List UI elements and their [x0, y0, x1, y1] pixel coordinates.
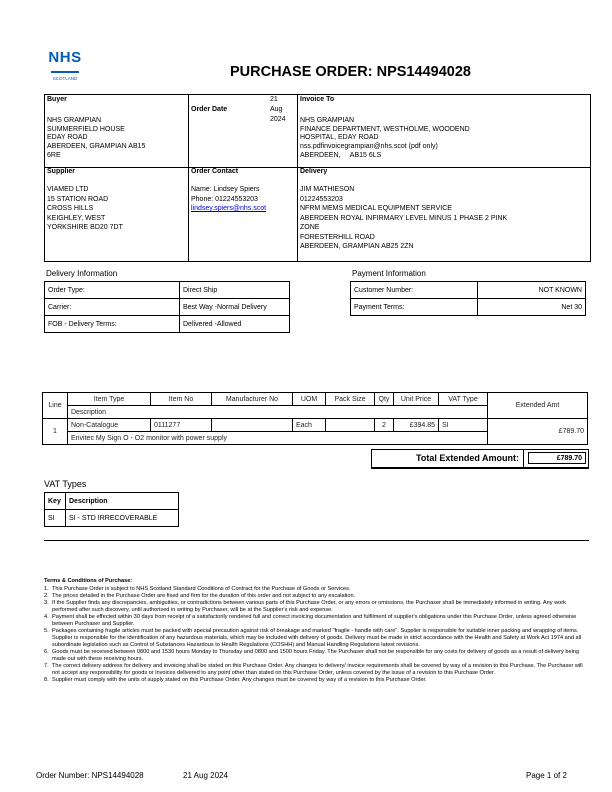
delivery-line: ZONE [300, 224, 320, 231]
order-date-day: 21 [270, 96, 278, 103]
terms-item: 7. The correct delivery address for delivery and invoicing shall be stated on this Purchase Order. Any changes to delivery/ invoice requirements shall be covered by way of a revision to this Purchase. The Purchaser will not accept any responsibility for goods or invoices delivered to any point other than stated on this Purchase Order, unless covered by the issue of a revision to this Purchase Order. [44, 663, 583, 676]
col-pack-size: Pack Size [326, 393, 375, 406]
cell-extended-amt: £789.70 [488, 419, 588, 445]
payment-info-key: Customer Number: [351, 282, 478, 299]
vat-types-table [44, 492, 179, 527]
col-item-type: Item Type [68, 393, 151, 406]
nhs-scotland-logo [40, 50, 90, 81]
table-row [45, 316, 290, 333]
delivery-info-table [44, 281, 290, 333]
contact-email-link[interactable]: lindsey.spiers@nhs.scot [191, 205, 267, 212]
terms-item: 8. Supplier must comply with the units of supply stated on this Purchase Order. Any changes must be covered by way of a revision to this Purchase Order. [44, 677, 427, 683]
buyer-line: EDAY ROAD [47, 134, 88, 142]
col-vat-type: VAT Type [439, 393, 488, 406]
logo-subtitle: SCOTLAND [52, 76, 78, 81]
order-contact-label: Order Contact [191, 168, 239, 175]
buyer-label: Buyer [47, 96, 67, 103]
invoice-line: ABERDEEN, AB15 6LS [300, 151, 382, 159]
terms-and-conditions [44, 578, 584, 684]
col-extended-amt: Extended Amt [488, 393, 588, 419]
payment-info-key: Payment Terms: [351, 299, 478, 316]
col-qty: Qty [375, 393, 394, 406]
buyer-line: 6RE [47, 151, 61, 159]
terms-item: 2. The prices detailed in the Purchase Order are fixed and firm for the duration of this order and not subject to any escalation. [44, 593, 356, 599]
total-label: Total Extended Amount: [372, 450, 524, 467]
supplier-label: Supplier [47, 168, 76, 175]
terms-item: 4. Payment shall be effected within 30 days from receipt of a satisfactorily rendered full and correct invoicing documentation and fulfilment of supplier's obligations under this Purchase Order, unless agreed otherwise between Purchaser and Supplier. [44, 614, 577, 627]
table-row [45, 282, 290, 299]
line-items-table [42, 392, 588, 445]
order-date-label: Order Date [191, 106, 228, 113]
delivery-info-key: Carrier: [45, 299, 180, 316]
delivery-info-title: Delivery Information [46, 269, 118, 278]
table-header-row [43, 393, 588, 406]
col-unit-price: Unit Price [394, 393, 439, 406]
terms-item: 6. Goods must be received between 0800 and 1530 hours Monday to Thursday and 0800 and 1500 hours Friday. The Purchaser shall not be responsible for any costs for delivery of goods as a result of delivery being made out with these receiving hours. [44, 649, 580, 662]
supplier-line: YORKSHIRE BD20 7DT [47, 224, 123, 231]
cell-unit-price: £394.85 [394, 419, 439, 432]
payment-info-value: NOT KNOWN [478, 282, 586, 299]
cell-description: Envitec My Sign O - O2 monitor with power supply [68, 432, 488, 445]
col-manufacturer-no: Manufacturer No [212, 393, 293, 406]
delivery-line: JIM MATHIESON [300, 186, 355, 193]
cell-pack-size [326, 419, 375, 432]
total-value: £789.70 [528, 452, 586, 464]
invoice-line: HOSPITAL, EDAY ROAD [300, 134, 379, 142]
vat-description: SI - STD IRRECOVERABLE [66, 510, 179, 527]
supplier-line: KEIGHLEY, WEST [47, 214, 106, 222]
buyer-line: NHS GRAMPIAN [47, 117, 102, 124]
buyer-line: SUMMERFIELD HOUSE [47, 125, 125, 133]
col-line: Line [43, 393, 68, 419]
delivery-info-value: Best Way -Normal Delivery [180, 299, 290, 316]
vat-col-description: Description [66, 493, 179, 510]
table-row [45, 299, 290, 316]
table-row [351, 299, 586, 316]
supplier-line: VIAMED LTD [47, 186, 89, 193]
invoice-to-label: Invoice To [300, 96, 335, 103]
table-header-row [45, 493, 179, 510]
col-description: Description [68, 406, 488, 419]
page-title: PURCHASE ORDER: NPS14494028 [230, 64, 471, 80]
cell-item-type: Non-Catalogue [68, 419, 151, 432]
order-date-year: 2024 [270, 116, 286, 123]
cell-line: 1 [43, 419, 68, 445]
cell-uom: Each [293, 419, 326, 432]
delivery-info-key: FOB - Delivery Terms: [45, 316, 180, 333]
contact-name: Name: Lindsey Spiers [191, 186, 260, 193]
footer-page: Page 1 of 2 [526, 771, 567, 780]
terms-item: 3. If the Supplier finds any discrepancies, ambiguities, or contradictions between various parts of this Purchase Order, or any errors or omissions, the Purchaser shall be immediately informed in writing. Any work performed after such discovery, until authorised in writing by Purchaser, will be at the Supplier's risk and expense. [44, 600, 566, 613]
order-date-month: Aug [270, 106, 283, 113]
vat-col-key: Key [45, 493, 66, 510]
footer-date: 21 Aug 2024 [183, 771, 228, 780]
invoice-line: FINANCE DEPARTMENT, WESTHOLME, WOODEND [300, 125, 470, 133]
terms-item: 1. This Purchase Order is subject to NHS Scotland Standard Conditions of Contract for the Purchase of Goods or Services. [44, 586, 351, 592]
logo-title: NHS [48, 49, 82, 66]
table-row [351, 282, 586, 299]
buyer-line: ABERDEEN, GRAMPIAN AB15 [47, 143, 146, 151]
col-item-no: Item No [151, 393, 212, 406]
terms-title: Terms & Conditions of Purchase: [44, 578, 133, 584]
delivery-line: 01224553203 [300, 195, 343, 203]
supplier-line: CROSS HILLS [47, 205, 94, 212]
vat-key: SI [45, 510, 66, 527]
col-uom: UOM [293, 393, 326, 406]
payment-info-table [350, 281, 586, 316]
delivery-line: FORESTERHILL ROAD [300, 233, 375, 241]
cell-item-no: 0111277 [151, 419, 212, 432]
divider [44, 540, 589, 541]
payment-info-value: Net 30 [478, 299, 586, 316]
terms-item: 5. Packages containing fragile articles must be packed with special precaution against risk of breakage and marked "fragile - handle with care". Supplier is responsible for suitable inner packing and wrapping of items. Supplier is responsible for the identification of any hazardous materials, which may be included with delivery of goods. Delivery must be made in strict accordance with the Health and Safety at Work Act 1974 and all subordinate legislation such as Control of Substances Hazardous to Health Regulations (COSHH) and Manual Handling Regulations latest revisions. [44, 628, 582, 648]
delivery-info-value: Delivered -Allowed [180, 316, 290, 333]
cell-vat-type: SI [439, 419, 488, 432]
delivery-line: ABERDEEN ROYAL INFIRMARY LEVEL MINUS 1 PHASE 2 PINK [300, 214, 508, 222]
delivery-info-value: Direct Ship [180, 282, 290, 299]
supplier-line: 15 STATION ROAD [47, 195, 109, 203]
footer-order-number: Order Number: NPS14494028 [36, 771, 144, 780]
delivery-info-key: Order Type: [45, 282, 180, 299]
cell-manufacturer-no [212, 419, 293, 432]
table-row [45, 510, 179, 527]
invoice-line: NHS GRAMPIAN [300, 117, 355, 124]
vat-types-title: VAT Types [44, 479, 87, 489]
delivery-line: NFRM MEMS MEDICAL EQUIPMENT SERVICE [300, 205, 452, 212]
invoice-line: nss.pdfinvoicegrampian@nhs.scot (pdf only) [300, 143, 438, 151]
delivery-label: Delivery [300, 168, 328, 175]
cell-qty: 2 [375, 419, 394, 432]
total-box [371, 449, 589, 469]
contact-phone: Phone: 01224553203 [191, 195, 258, 203]
delivery-line: ABERDEEN, GRAMPIAN AB25 2ZN [300, 243, 414, 250]
table-row [43, 419, 588, 432]
logo-rule [51, 66, 79, 73]
payment-info-title: Payment Information [352, 269, 426, 278]
